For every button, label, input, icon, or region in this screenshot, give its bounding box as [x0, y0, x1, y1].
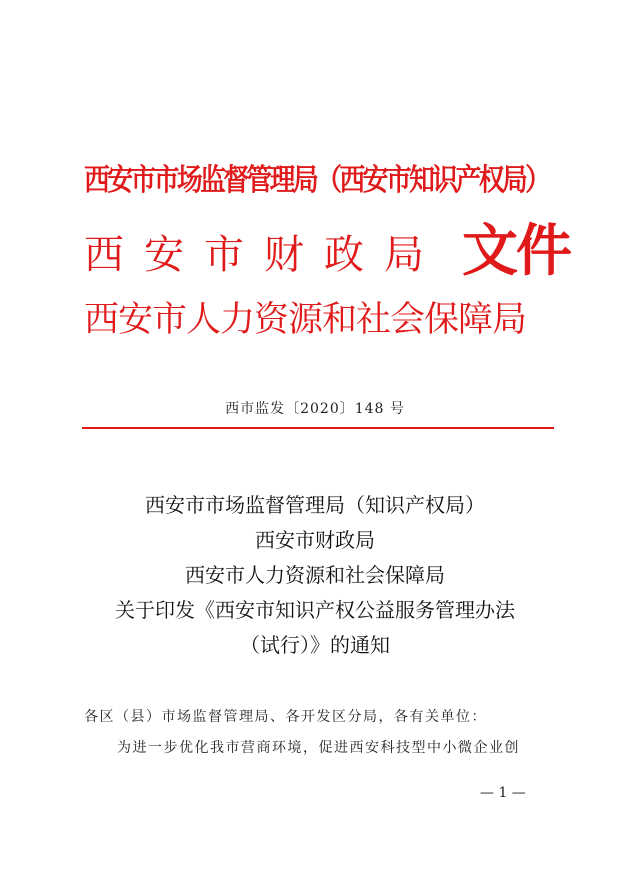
- title-line: 西安市财政局: [255, 528, 375, 552]
- salutation: 各区（县）市场监督管理局、各开发区分局，各有关单位：: [84, 709, 487, 725]
- page-number: — 1 —: [480, 785, 526, 801]
- body-paragraph: 为进一步优化我市营商环境，促进西安科技型中小微企业创: [117, 740, 520, 756]
- issuer-finance-char: 政: [324, 232, 364, 278]
- title-line: 西安市市场监督管理局（知识产权局）: [145, 493, 485, 517]
- issuer-finance-char: 安: [144, 232, 184, 278]
- issuer-finance-char: 财: [264, 232, 304, 278]
- title-line: 关于印发《西安市知识产权公益服务管理办法: [115, 598, 515, 622]
- issuer-finance-char: 西: [84, 232, 124, 278]
- document-label-wenjian: 文件: [462, 219, 570, 284]
- issuer-hr-social-security: 西安市人力资源和社会保障局: [84, 300, 527, 340]
- issuer-finance-char: 局: [384, 232, 424, 278]
- issuer-finance-bureau: [84, 232, 444, 278]
- document-title: [0, 488, 630, 663]
- issuer-market-supervision: 西安市市场监督管理局（西安市知识产权局）: [84, 163, 549, 198]
- issuer-finance-char: 市: [204, 232, 244, 278]
- document-number: 西市监发〔2020〕148 号: [225, 401, 405, 417]
- title-line: 西安市人力资源和社会保障局: [185, 563, 445, 587]
- title-line: （试行）》的通知: [240, 633, 390, 657]
- red-separator-line: [82, 427, 554, 429]
